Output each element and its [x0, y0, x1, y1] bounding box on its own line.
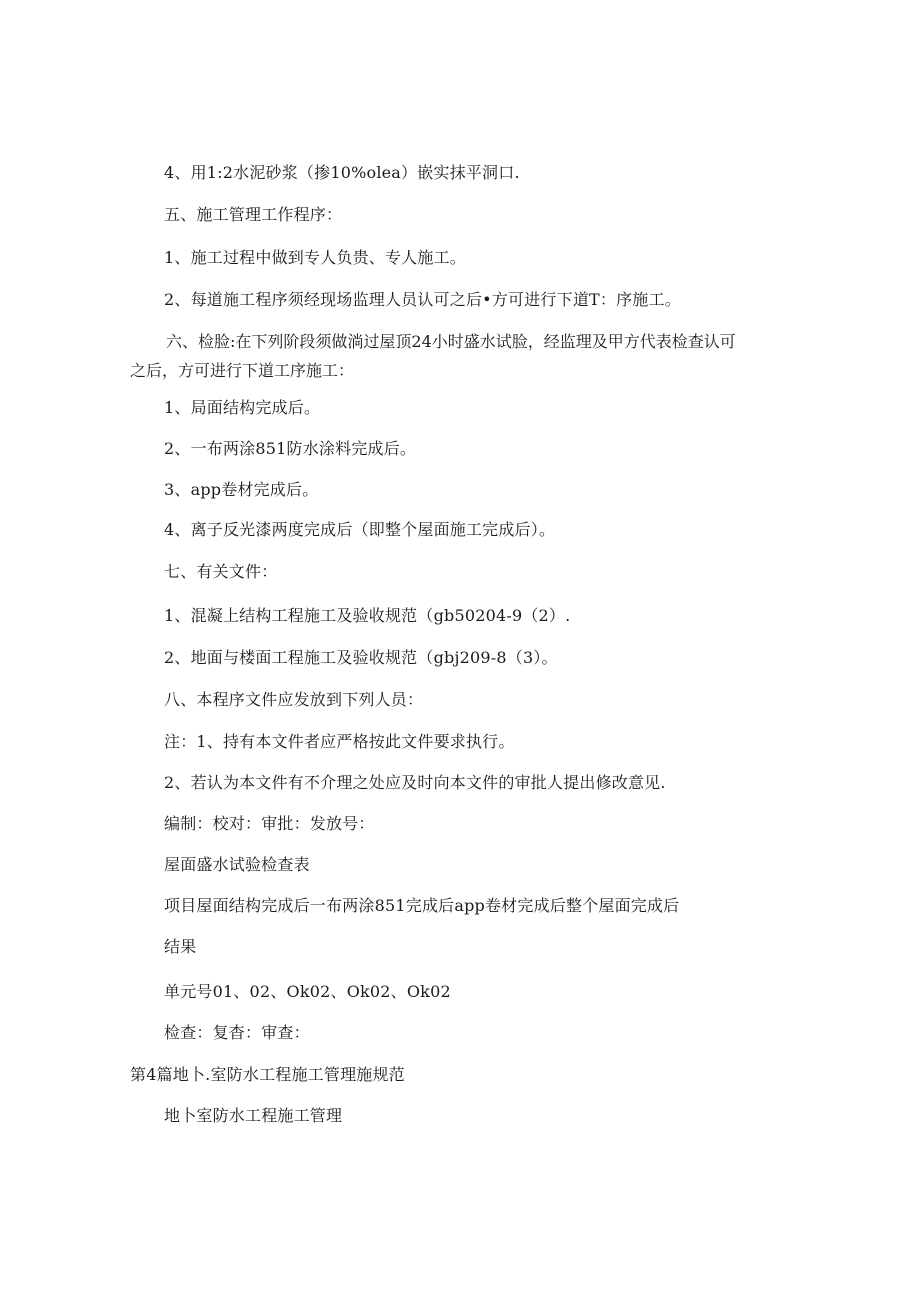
- inspection-line-1: 六、检脸:在下列阶段须做淌过屋顶24小时盛水试脸，经监理及甲方代表检查认可: [166, 332, 736, 351]
- table-result-label: 结果: [164, 937, 197, 956]
- paragraph-inspection-item-1: 1、局面结构完成后。: [164, 398, 321, 417]
- table-check-fields: 检查：复杳：审查：: [164, 1023, 310, 1042]
- section-title: 地卜室防水工程施工管理: [164, 1106, 343, 1125]
- inspection-line-2: 之后，方可进行下道工序施工：: [130, 361, 355, 380]
- table-unit-row: 单元号01、02、Ok02、Ok02、Ok02: [164, 982, 451, 1001]
- paragraph-inspection-item-2: 2、一布两涂851防水涂料完成后。: [164, 439, 417, 458]
- table-header-row: 项目屋面结构完成后一布两涂851完成后app卷材完成后整个屋面完成后: [164, 896, 680, 915]
- chapter-title: 第4篇地卜.室防水工程施工管理施规范: [130, 1065, 405, 1084]
- paragraph-procedure-item-2: 2、每道施工程序须经现场监理人员认可之后•方可进行下道T：序施工。: [164, 290, 681, 309]
- paragraph-inspection-item-4: 4、离子反光漆两度完成后（即整个屋面施工完成后）。: [164, 520, 556, 539]
- paragraph-note-1: 注：1、持有本文件者应严格按此文件要求执行。: [164, 732, 515, 751]
- table-title: 屋面盛水试验检查表: [164, 855, 310, 874]
- paragraph-document-item-1: 1、混凝上结构工程施工及验收规范（gb50204-9（2）.: [164, 606, 571, 625]
- paragraph-document-item-2: 2、地面与楼面工程施工及验收规范（gbj209-8（3）。: [164, 648, 558, 667]
- signature-fields: 编制：校对：审批：发放号：: [164, 814, 375, 833]
- paragraph-procedure-item-1: 1、施工过程中做到专人负贵、专人施工。: [164, 248, 466, 267]
- heading-construction-procedure: 五、施工管理工作程序：: [164, 205, 343, 224]
- heading-related-documents: 七、有关文件：: [164, 562, 278, 581]
- paragraph-inspection-item-3: 3、app卷材完成后。: [164, 480, 319, 499]
- heading-inspection: [130, 327, 790, 385]
- paragraph-note-2: 2、若认为本文件有不介理之处应及时向本文件的审批人提出修改意见.: [164, 773, 666, 792]
- heading-distribution: 八、本程序文件应发放到下列人员：: [164, 690, 424, 709]
- paragraph-mortar-step: 4、用1:2水泥砂浆（掺10%olea）嵌实抹平洞口.: [164, 163, 520, 182]
